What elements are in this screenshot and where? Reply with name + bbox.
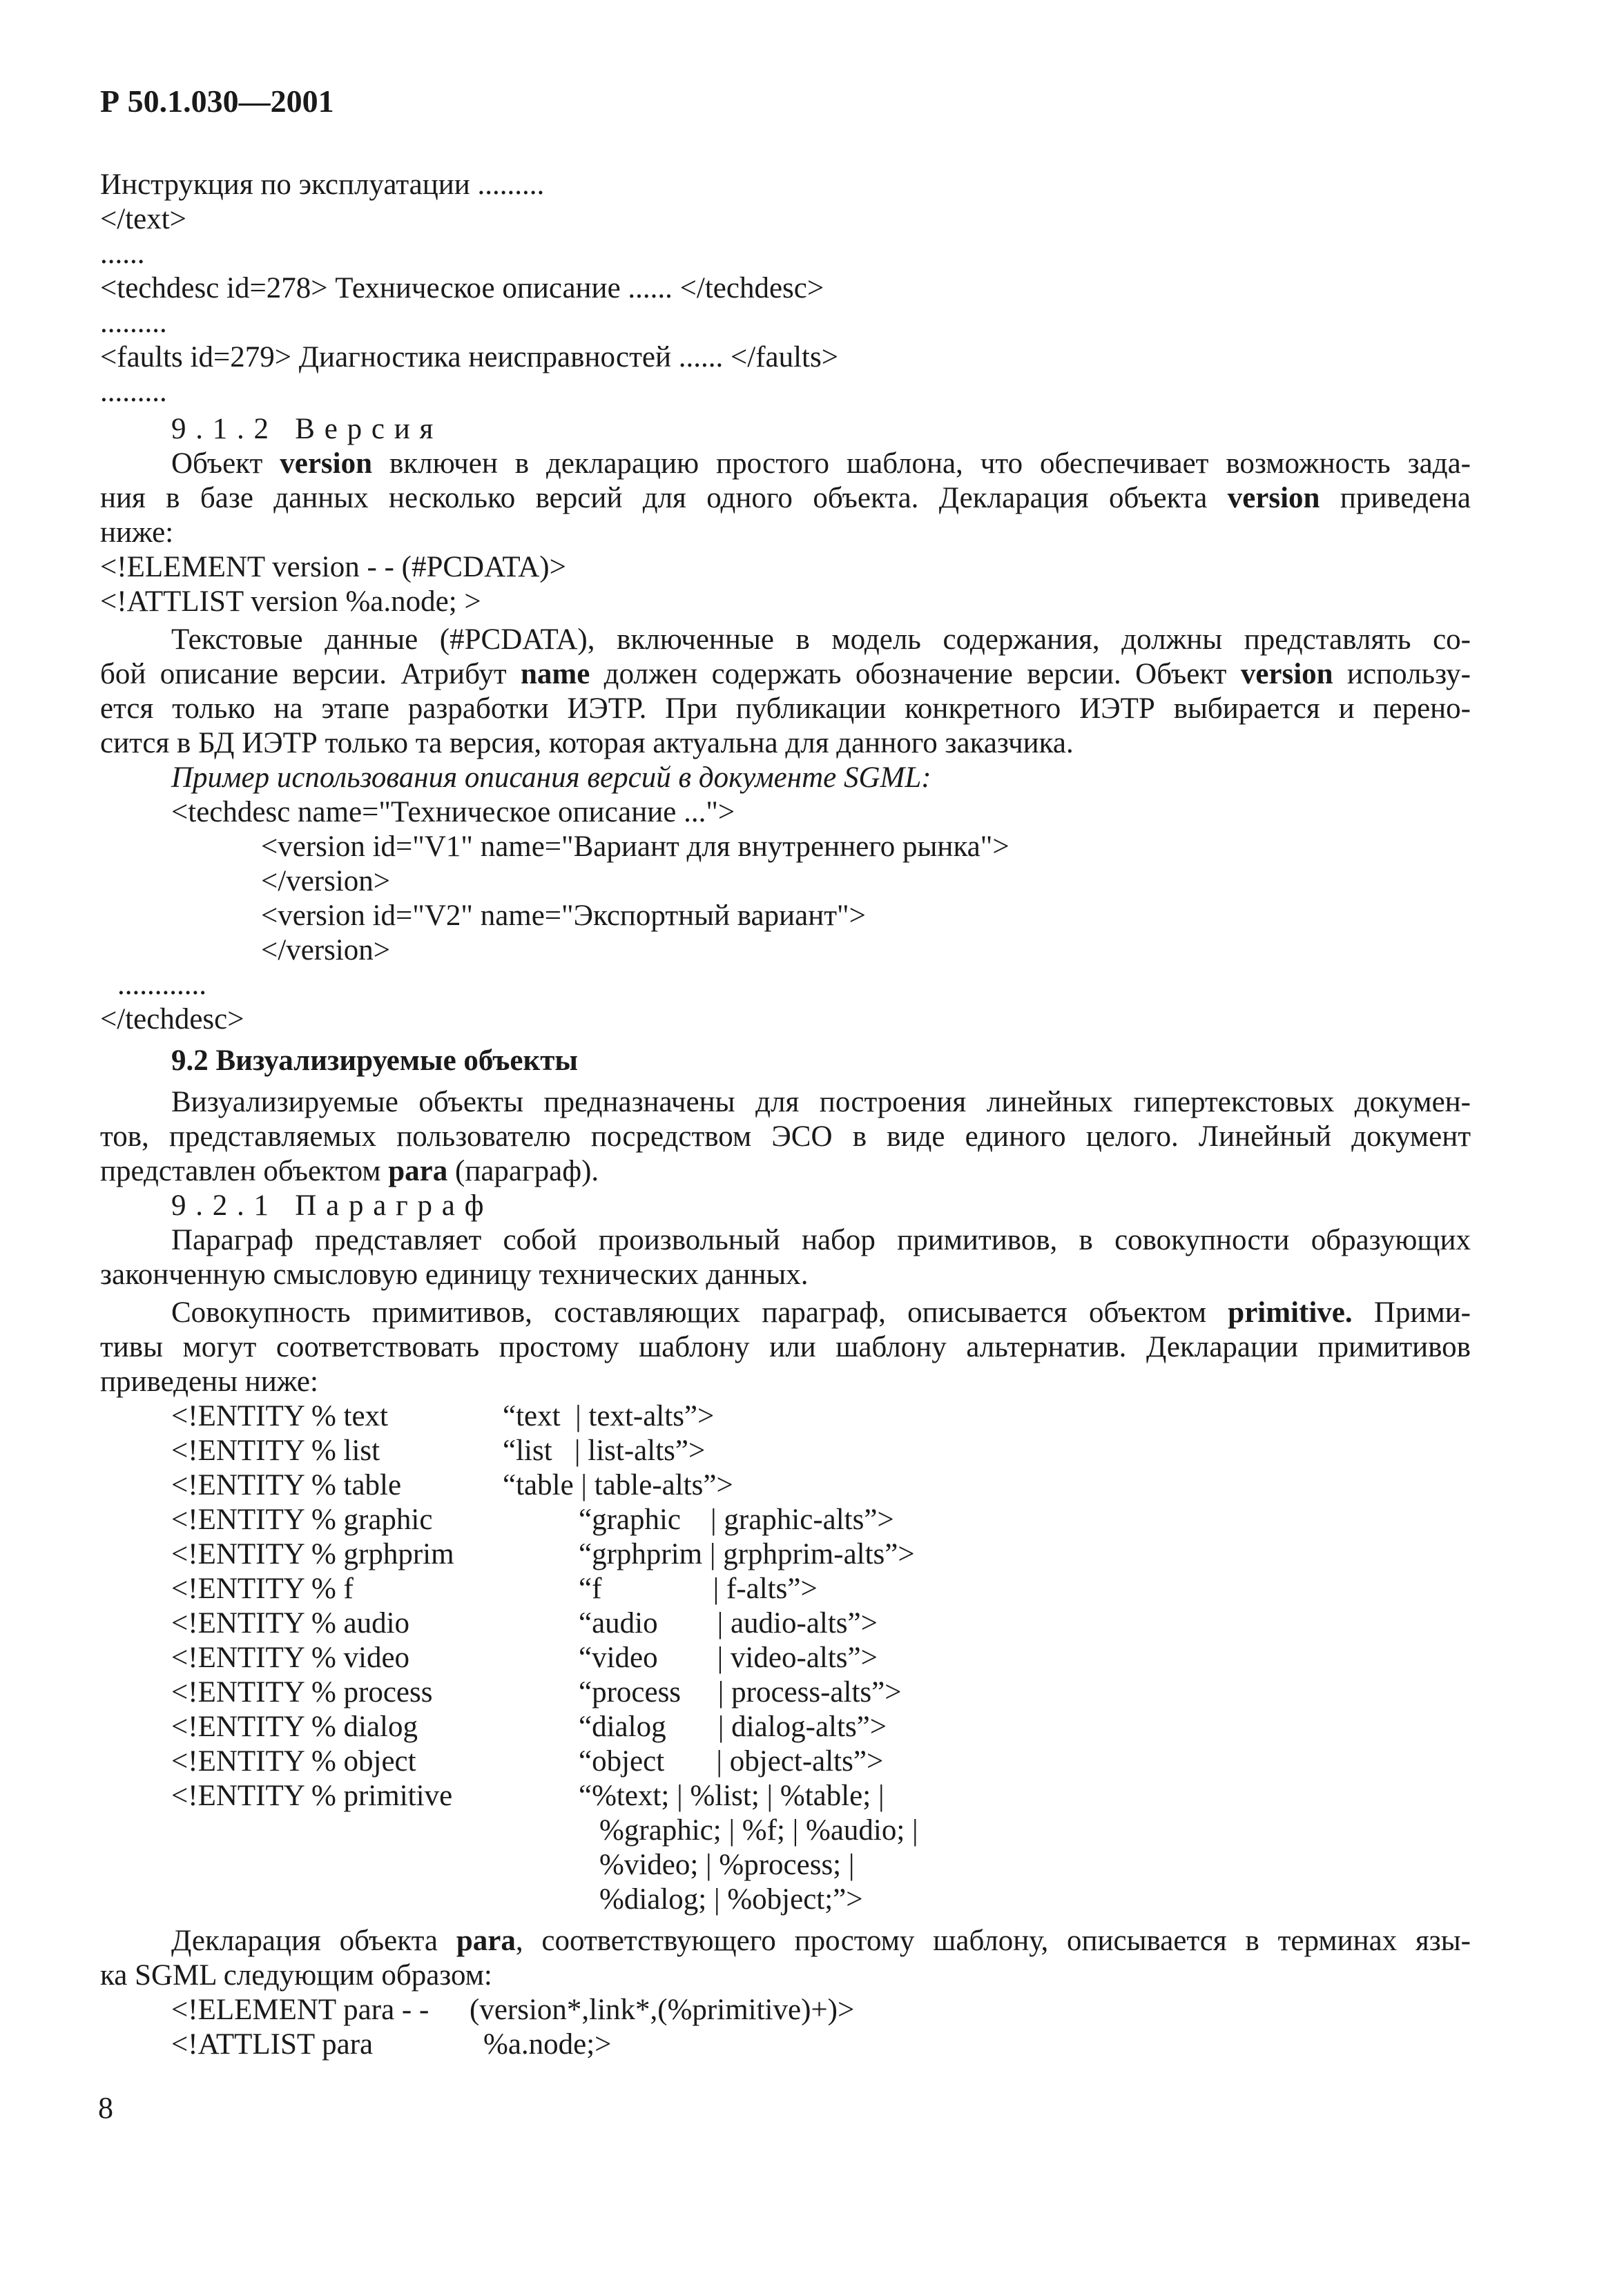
entity-value: “audio | audio-alts”> — [579, 1607, 878, 1640]
paragraph-line: законченную смысловую единицу технических данных. — [100, 1258, 809, 1291]
example-line: <version id="V1" name="Вариант для внутреннего рынка"> — [261, 830, 1009, 863]
entity-name: <!ENTITY % text — [171, 1400, 388, 1432]
code-line: </text> — [100, 203, 186, 235]
code-line: (version*,link*,(%primitive)+)> — [470, 1994, 855, 2026]
entity-name: <!ENTITY % video — [171, 1642, 410, 1674]
paragraph-line: ка SGML следующим образом: — [100, 1959, 492, 1992]
paragraph-line: сится в БД ИЭТР только та версия, которая актуальна для данного заказчика. — [100, 727, 1074, 759]
entity-name: <!ENTITY % audio — [171, 1607, 410, 1640]
entity-name: <!ENTITY % list — [171, 1434, 380, 1467]
entity-value: “text | text-alts”> — [503, 1400, 715, 1432]
entity-name: <!ENTITY % grphprim — [171, 1538, 454, 1570]
paragraph-line: бой описание версии. Атрибут name должен содержать обозначение версии. Объект version использу- — [100, 658, 1471, 690]
example-line: <version id="V2" name="Экспортный вариант"> — [261, 899, 866, 932]
example-line: <techdesc name="Техническое описание ..."> — [171, 796, 735, 828]
code-line: ......... — [100, 307, 167, 339]
paragraph-line: тивы могут соответствовать простому шаблону или шаблону альтернатив. Декларации примитивов — [100, 1331, 1471, 1363]
example-line: </techdesc> — [100, 1003, 244, 1035]
paragraph-line: ния в базе данных несколько версий для одного объекта. Декларация объекта version приведена — [100, 482, 1471, 514]
example-line: ............ — [117, 969, 206, 1001]
paragraph-line: Текстовые данные (#PCDATA), включенные в модель содержания, должны представлять со- — [171, 623, 1471, 656]
entity-name: <!ENTITY % dialog — [171, 1711, 418, 1743]
entity-value: “video | video-alts”> — [579, 1642, 878, 1674]
entity-value: “%text; | %list; | %table; | — [579, 1780, 885, 1812]
code-line: <faults id=279> Диагностика неисправностей ...... </faults> — [100, 341, 838, 373]
entity-value: “process | process-alts”> — [579, 1676, 902, 1709]
entity-value: “table | table-alts”> — [503, 1469, 733, 1501]
paragraph-line: Визуализируемые объекты предназначены для построения линейных гипертекстовых докумен- — [171, 1086, 1471, 1118]
paragraph-line: ется только на этапе разработки ИЭТР. При публикации конкретного ИЭТР выбирается и перено- — [100, 692, 1471, 725]
paragraph-line: представлен объектом para (параграф). — [100, 1155, 599, 1187]
entity-value: “object | object-alts”> — [579, 1745, 884, 1778]
entity-value: “list | list-alts”> — [503, 1434, 706, 1467]
paragraph-line: Совокупность примитивов, составляющих параграф, описывается объектом primitive. Прими- — [171, 1296, 1471, 1329]
paragraph-line: Декларация объекта para, соответствующего простому шаблону, описывается в терминах язы- — [171, 1925, 1471, 1957]
example-line: </version> — [261, 934, 391, 966]
code-line: ...... — [100, 237, 145, 270]
code-line: <!ATTLIST para — [171, 2028, 374, 2061]
code-line: <!ATTLIST version %a.node; > — [100, 585, 481, 618]
entity-name: <!ENTITY % f — [171, 1573, 354, 1605]
section-title-912: 9.1.2 Версия — [171, 413, 443, 445]
code-line: Инструкция по эксплуатации ......... — [100, 168, 545, 201]
entity-value: “grphprim | grphprim-alts”> — [579, 1538, 915, 1570]
paragraph-line: Объект version включен в декларацию простого шаблона, что обеспечивает возможность зада- — [171, 447, 1471, 480]
code-line: <!ELEMENT para - - — [171, 1994, 429, 2026]
paragraph-line: Параграф представляет собой произвольный набор примитивов, в совокупности образующих — [171, 1224, 1471, 1256]
entity-value-cont: %video; | %process; | — [599, 1849, 855, 1881]
example-line: </version> — [261, 865, 391, 897]
paragraph-line: приведены ниже: — [100, 1365, 318, 1398]
paragraph-line: тов, представляемых пользователю посредством ЭСО в виде единого целого. Линейный документ — [100, 1120, 1471, 1153]
code-line: ......... — [100, 376, 167, 408]
entity-value: “f | f-alts”> — [579, 1573, 818, 1605]
code-line: <techdesc id=278> Техническое описание ...... </techdesc> — [100, 272, 824, 304]
entity-name: <!ENTITY % process — [171, 1676, 433, 1709]
entity-name: <!ENTITY % table — [171, 1469, 402, 1501]
entity-name: <!ENTITY % graphic — [171, 1504, 433, 1536]
page-number: 8 — [98, 2091, 113, 2125]
entity-value-cont: %dialog; | %object;”> — [599, 1883, 863, 1916]
paragraph-line: ниже: — [100, 516, 174, 549]
code-line: <!ELEMENT version - - (#PCDATA)> — [100, 551, 566, 583]
example-caption: Пример использования описания версий в документе SGML: — [171, 761, 931, 794]
entity-name: <!ENTITY % primitive — [171, 1780, 453, 1812]
entity-value-cont: %graphic; | %f; | %audio; | — [599, 1814, 918, 1847]
code-line: %a.node;> — [483, 2028, 612, 2061]
doc-header: Р 50.1.030—2001 — [100, 84, 334, 119]
entity-name: <!ENTITY % object — [171, 1745, 416, 1778]
subsection-title-921: 9.2.1 Параграф — [171, 1189, 494, 1222]
entity-value: “graphic | graphic-alts”> — [579, 1504, 894, 1536]
entity-value: “dialog | dialog-alts”> — [579, 1711, 887, 1743]
section-heading-92: 9.2 Визуализируемые объекты — [171, 1044, 578, 1077]
